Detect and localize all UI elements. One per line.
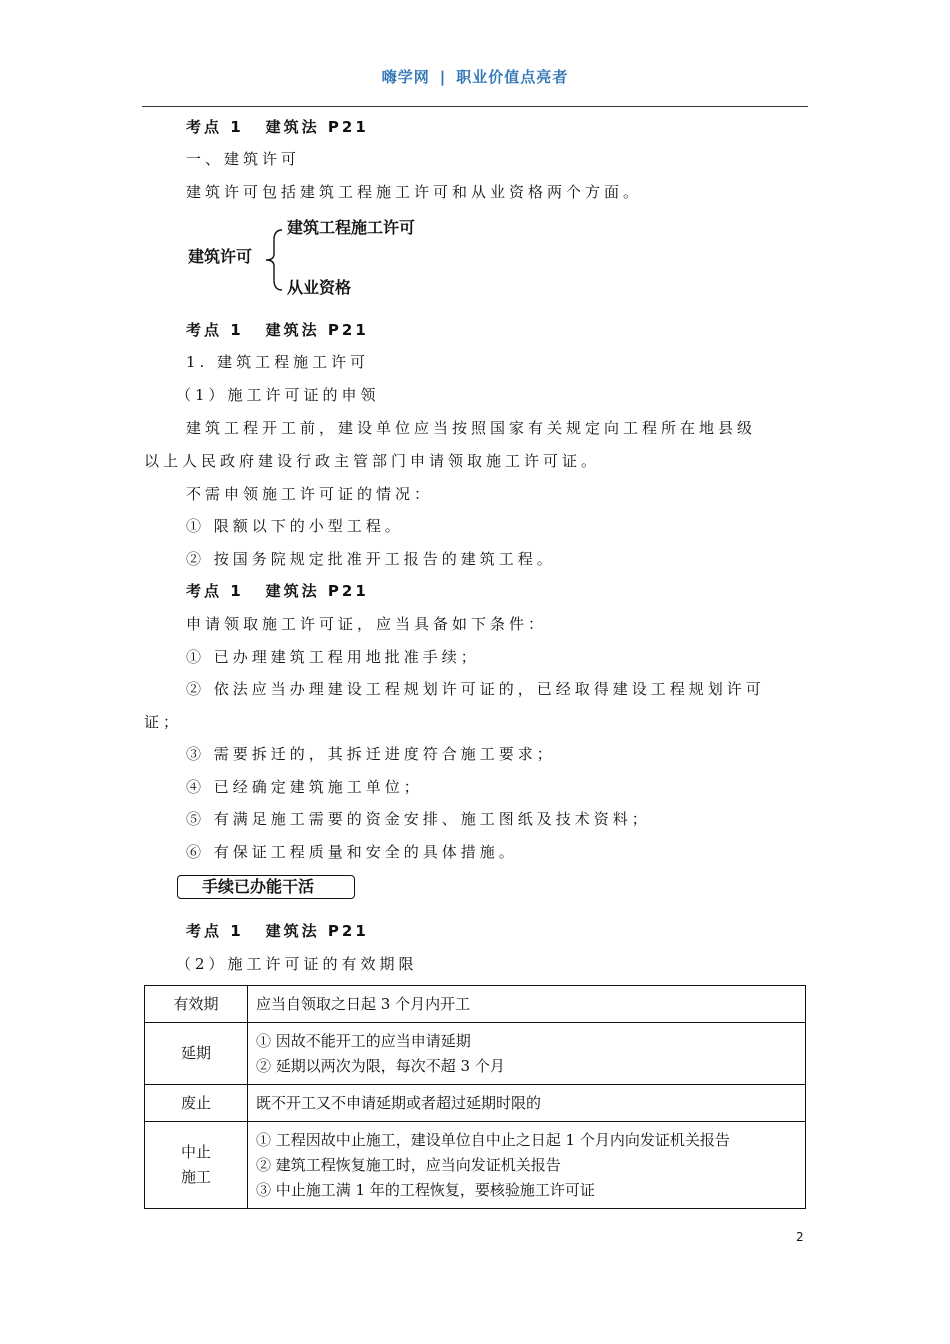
page-header (0, 66, 950, 87)
mnemonic-badge: 手续已办能干活 (177, 875, 355, 899)
mindmap-brace (262, 226, 286, 296)
kaodian-heading: 考点 1 建筑法 P21 (186, 118, 369, 136)
list-item-continuation: 证； (144, 713, 183, 731)
kaodian-heading: 考点 1 建筑法 P21 (186, 321, 369, 339)
header-separator: | (439, 68, 447, 86)
paragraph: 申请领取施工许可证，应当具备如下条件： (186, 615, 548, 633)
table-value: ① 因故不能开工的应当申请延期 ② 延期以两次为限，每次不超 3 个月 (248, 1023, 806, 1085)
list-item: ⑤ 有满足施工需要的资金安排、施工图纸及技术资料； (186, 810, 651, 828)
list-item: ② 依法应当办理建设工程规划许可证的，已经取得建设工程规划许可 (186, 680, 765, 698)
table-key: 中止 施工 (145, 1122, 248, 1209)
table-value: ① 工程因故中止施工，建设单位自中止之日起 1 个月内向发证机关报告 ② 建筑工程恢复施工时，应当向发证机关报告 ③ 中止施工满 1 年的工程恢复，要核验施工许可证 (248, 1122, 806, 1209)
table-key: 废止 (145, 1085, 248, 1122)
paragraph: 建筑许可包括建筑工程施工许可和从业资格两个方面。 (186, 183, 643, 201)
paragraph: 以上人民政府建设行政主管部门申请领取施工许可证。 (144, 452, 601, 470)
table-row (145, 1023, 806, 1085)
table-row (145, 1085, 806, 1122)
kaodian-heading: 考点 1 建筑法 P21 (186, 922, 369, 940)
mindmap-root: 建筑许可 (188, 247, 253, 266)
list-item: ① 限额以下的小型工程。 (186, 517, 404, 535)
section-heading: 一、建筑许可 (186, 150, 301, 168)
table-row (145, 986, 806, 1023)
subsection-heading: 1. 建筑工程施工许可 (186, 353, 370, 371)
page-number: 2 (796, 1230, 804, 1244)
table-value: 应当自领取之日起 3 个月内开工 (248, 986, 806, 1023)
subsection-heading: （2）施工许可证的有效期限 (176, 955, 418, 973)
list-item: ④ 已经确定建筑施工单位； (186, 778, 423, 796)
site-name: 嗨学网 (381, 68, 430, 86)
table-key: 延期 (145, 1023, 248, 1085)
header-rule (142, 106, 808, 107)
table-value: 既不开工又不申请延期或者超过延期时限的 (248, 1085, 806, 1122)
paragraph: 不需申领施工许可证的情况： (186, 485, 434, 503)
list-item: ⑥ 有保证工程质量和安全的具体措施。 (186, 843, 518, 861)
site-slogan: 职业价值点亮者 (456, 68, 569, 86)
list-item: ② 按国务院规定批准开工报告的建筑工程。 (186, 550, 556, 568)
mindmap-branch-1: 建筑工程施工许可 (287, 218, 416, 237)
table-row (145, 1122, 806, 1209)
paragraph: 建筑工程开工前，建设单位应当按照国家有关规定向工程所在地县级 (186, 419, 757, 437)
subsection-heading: （1）施工许可证的申领 (176, 386, 380, 404)
table-key: 有效期 (145, 986, 248, 1023)
list-item: ③ 需要拆迁的，其拆迁进度符合施工要求； (186, 745, 556, 763)
mindmap-branch-2: 从业资格 (287, 278, 352, 297)
list-item: ① 已办理建筑工程用地批准手续； (186, 648, 480, 666)
validity-table (144, 985, 806, 1209)
kaodian-heading: 考点 1 建筑法 P21 (186, 582, 369, 600)
